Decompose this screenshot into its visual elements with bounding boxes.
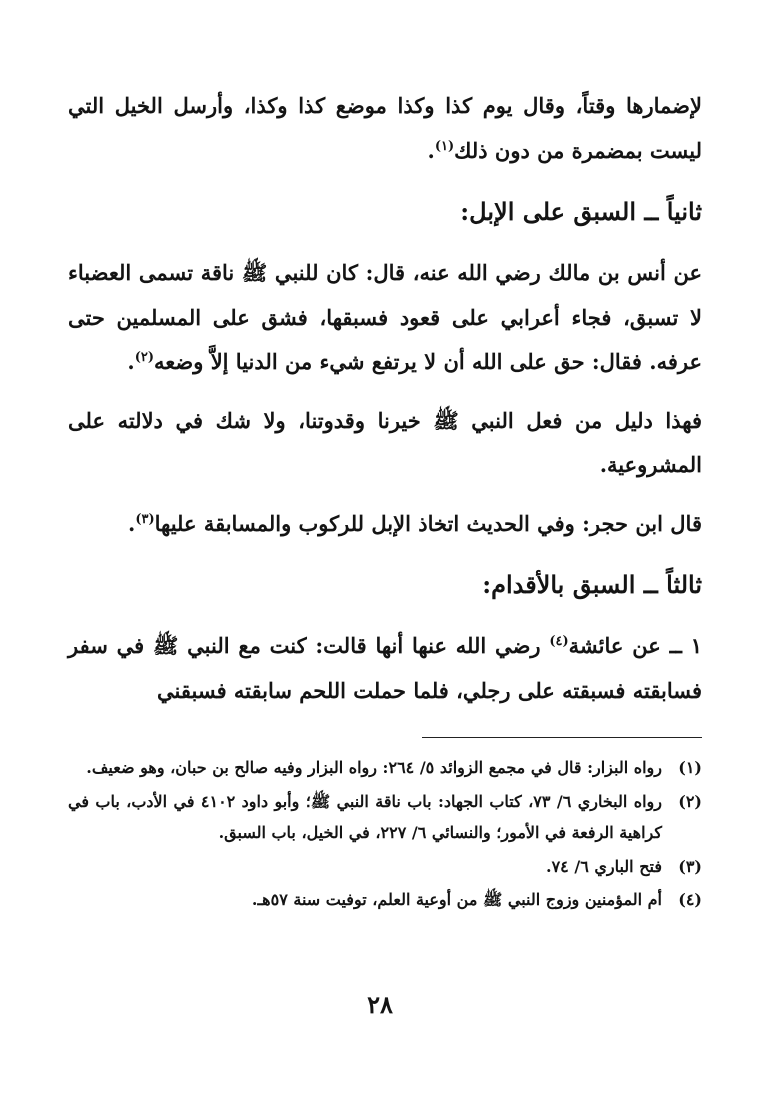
main-text <box>68 84 702 713</box>
footnote-4 <box>68 884 702 916</box>
footnote-ref-1: (١) <box>434 138 455 154</box>
ibn-hajar-text: قال ابن حجر: وفي الحديث اتخاذ الإبل للركوب والمسابقة عليها <box>154 510 702 536</box>
footnote-text: أم المؤمنين وزوج النبي ﷺ من أوعية العلم، توفيت سنة ٥٧هـ. <box>251 890 662 909</box>
footnote-number: (٤) <box>678 890 702 909</box>
footnote-ref-3: (٣) <box>135 511 155 527</box>
footnote-1 <box>68 752 702 784</box>
spacer <box>68 610 702 624</box>
ibn-hajar-tail: . <box>128 510 136 536</box>
ibn-hajar-paragraph <box>68 502 702 547</box>
footnote-ref-2: (٢) <box>134 350 155 365</box>
page-number: ٢٨ <box>367 990 393 1019</box>
spacer <box>68 546 702 560</box>
spacer <box>68 173 702 187</box>
anas-hadith-text: عن أنس بن مالك رضي الله عنه، قال: كان للنبي ﷺ ناقة تسمى العضباء لا تسبق، فجاء أعرابي على قعود فسبقها، فشق على المسلمين حتى عرفه. فقال: حق على الله أن لا يرتفع شيء من الدنيا إلاَّ وضعه <box>68 260 702 374</box>
top-paragraph-text: لإضمارها وقتاً، وقال يوم كذا وكذا موضع كذا وكذا، وأرسل الخيل التي ليست بمضمرة من دون ذلك <box>68 93 702 163</box>
footnote-text: رواه البزار: قال في مجمع الزوائد ٥/ ٢٦٤: رواه البزار وفيه صالح بن حبان، وهو ضعيف. <box>86 758 662 777</box>
footnote-3 <box>68 851 702 883</box>
section-heading-camel-race: ثانياً ــ السبق على الإبل: <box>460 197 702 226</box>
footnote-separator <box>422 737 702 738</box>
footnote-text: فتح الباري ٦/ ٧٤. <box>546 856 662 876</box>
anas-hadith-paragraph <box>68 251 702 385</box>
evidence-paragraph: فهذا دليل من فعل النبي ﷺ خيرنا وقدوتنا، ولا شك في دلالته على المشروعية. <box>68 407 702 477</box>
spacer <box>68 488 702 502</box>
footnotes <box>68 752 702 916</box>
top-paragraph-tail: . <box>427 137 435 163</box>
anas-hadith-tail: . <box>127 349 135 374</box>
spacer <box>68 237 702 251</box>
top-paragraph <box>68 84 702 173</box>
footnote-ref-4: (٤) <box>549 634 569 649</box>
footnote-number: (٣) <box>678 856 702 876</box>
footnote-2 <box>68 786 702 849</box>
footnote-number: (٢) <box>678 791 702 811</box>
aisha-hadith-paragraph <box>68 624 702 713</box>
aisha-hadith-text-start: ١ ــ عن عائشة <box>568 633 702 658</box>
section-heading-foot-race: ثالثاً ــ السبق بالأقدام: <box>482 570 702 599</box>
footnote-number: (١) <box>678 758 702 777</box>
spacer <box>68 385 702 399</box>
aisha-hadith-text-rest: رضي الله عنها أنها قالت: كنت مع النبي ﷺ في سفر فسابقته فسبقته على رجلي، فلما حملت اللحم سابقته فسبقني <box>68 633 702 703</box>
footnote-text: رواه البخاري ٦/ ٧٣، كتاب الجهاد: باب ناقة النبي ﷺ؛ وأبو داود ٤١٠٢ في الأدب، باب في كراهية الرفعة في الأمور؛ والنسائي ٦/ ٢٢٧، في الخيل، باب السبق. <box>68 791 663 842</box>
